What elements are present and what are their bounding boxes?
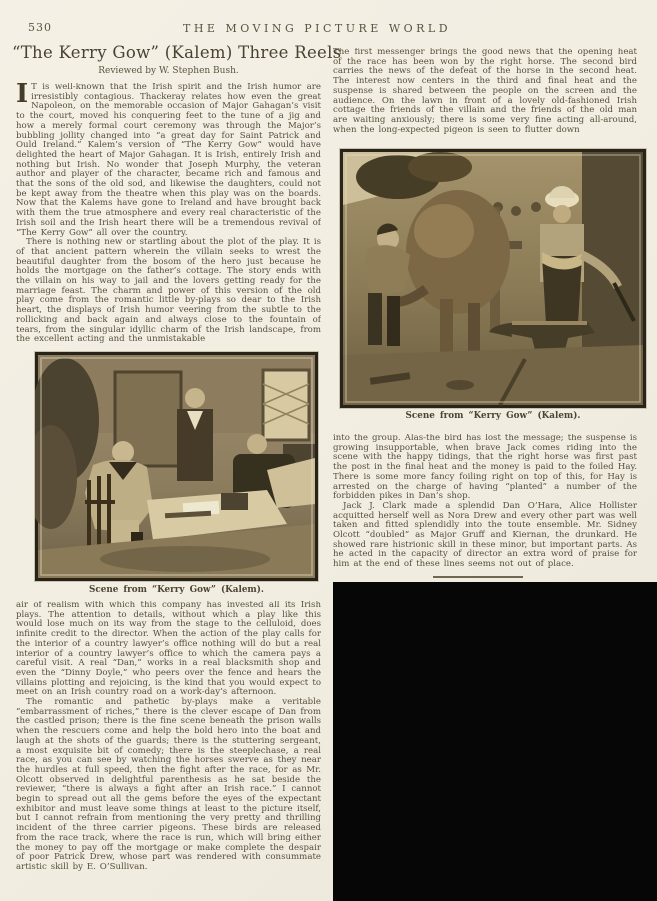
paragraph: into the group. Alas-the bird has lost the message; the suspense is growing insupportable, when brave Jack comes riding into the scene with the happy tidings, that the right horse was first past the post in the final heat and the money is paid to the foiled Hay. There is some more fancy foiling right on top of this, for Hay is arrested on the charge of having “planted” a number of the forbidden pikes in Dan’s shop. bbox=[333, 434, 637, 502]
article-title: “The Kerry Gow” (Kalem) Three Reels bbox=[12, 43, 342, 62]
paragraph: Jack J. Clark made a splendid Dan O’Hara, Alice Hollister acquitted herself well as Nora Drew and every other part was well taken and fitted splendidly into the toute ensemble. Mr. Sidney Olcott “doubled” as Major Gruff and Kiernan, the drunkard. He showed rare histrionic skill in these minor, but important parts. As he acted in the capacity of director an extra word of praise for him at the end of these lines seems not out of place. bbox=[333, 500, 637, 570]
article-end-rule bbox=[433, 576, 523, 578]
right-photo-blacksmith-shop-scene bbox=[340, 149, 646, 408]
paragraph bbox=[16, 83, 321, 238]
drop-cap: I bbox=[16, 83, 29, 109]
right-column-upper-text bbox=[333, 48, 637, 147]
scan-black-region bbox=[333, 582, 657, 901]
right-column-lower-text bbox=[333, 434, 637, 574]
right-photo-caption: Scene from “Kerry Gow” (Kalem). bbox=[405, 411, 581, 421]
paragraph-text: T is well-known that the Irish spirit and the Irish humor are irresistibly contagious. Thackeray relates how even the great Napoleon, on the memorable occasion of Major Gahagan’s visit to the court, moved his conquering feet to the tune of a jig and how a merely formal court ceremony was through the Major’s bubbling jollity changed into “a great day for Saint Patrick and Ould Ireland.” Kalem’s version of “The Kerry Gow” would have delighted the heart of Major Gahagan. It is Irish, entirely Irish and nothing but Irish. No wonder that Joseph Murphy, the veteran author and player of the character, became rich and famous and that the sons of the old sod, and likewise the daughters, could not be kept away from the theatre when this play was on the boards. Now that the Kalems have gone to Ireland and have brought back with them the true atmosphere and every real characteristic of the Irish soil and the Irish heart there will be a tremendous revival of “The Kerry Gow” all over the country. bbox=[16, 83, 321, 238]
journal-header-title: THE MOVING PICTURE WORLD bbox=[183, 22, 452, 35]
left-column-upper-text bbox=[16, 83, 321, 349]
paragraph: air of realism with which this company has invested all its Irish plays. The attention to details, without which a play like this would lose much on its way from the stage to the celluloid, does infinite credit to the director. When the action of the play calls for the interior of a country lawyer’s office nothing will do but a real interior of a country lawyer’s office to which the camera pays a careful visit. A real “Dan,” works in a real blacksmith shop and even the “Dinny Doyle,” who peers over the fence and hears the villains plotting and rejoicing, is the kind that you would expect to meet on an Irish country road on a work-day’s afternoon. bbox=[16, 601, 321, 698]
paragraph: The first messenger brings the good news that the opening heat of the race has been won by the right horse. The second bird carries the news of the defeat of the horse in the second heat. The interest now centers in the third and final heat and the suspense is shared between the people on the screen and the audience. On the lawn in front of a lovely old-fashioned Irish cottage the friends of the villain and the friends of the old man are waiting anxiously; there is some very fine acting all-around, when the long-expected pigeon is seen to flutter down bbox=[333, 48, 637, 135]
page-number: 530 bbox=[28, 21, 52, 34]
left-photo-lawyers-office-scene bbox=[35, 352, 318, 581]
left-column-lower-text bbox=[16, 601, 321, 881]
article-byline: Reviewed by W. Stephen Bush. bbox=[98, 66, 239, 76]
paragraph: There is nothing new or startling about the plot of the play. It is of that ancient pattern wherein the villain seeks to wrest the beautiful daughter from the bosom of the hero just because he holds the mortgage on the father’s cottage. The story ends with the villain on his way to jail and the lovers getting ready for the marriage feast. The charm and power of this version of the old play come from the romantic little by-plays so dear to the Irish heart, the displays of Irish humor veering from the subtle to the rollicking and back again and always close to the fountain of tears, from the singular idyllic charm of the Irish landscape, from the excellent acting and the unmistakable bbox=[16, 237, 321, 345]
left-photo-caption: Scene from “Kerry Gow” (Kalem). bbox=[89, 585, 264, 595]
paragraph: The romantic and pathetic by-plays make a veritable “embarrassment of riches,” there is the clever escape of Dan from the castled prison; there is the fine scene beneath the prison walls when the rescuers come and help the bold hero into the boat and laugh at the shots of the guards; there is the stuttering sergeant, a most exquisite bit of comedy; there is the steeplechase, a real race, as you can see by watching the horses swerve as they near the hurdles at full speed, then the fight after the race, for as Mr. Olcott observed in delightful parenthesis as he sat beside the reviewer, “there is always a fight after an Irish race.” I cannot begin to spread out all the gems before the eyes of the expectant exhibitor and must leave some things at least to the picture itself, but I cannot refrain from mentioning the very pretty and thrilling incident of the three carrier pigeons. These birds are released from the race track, where the race is run, which will bring either the money to pay off the mortgage or make complete the despair of poor Patrick Drew, whose part was rendered with consummate artistic skill by E. O’Sullivan. bbox=[16, 697, 321, 872]
